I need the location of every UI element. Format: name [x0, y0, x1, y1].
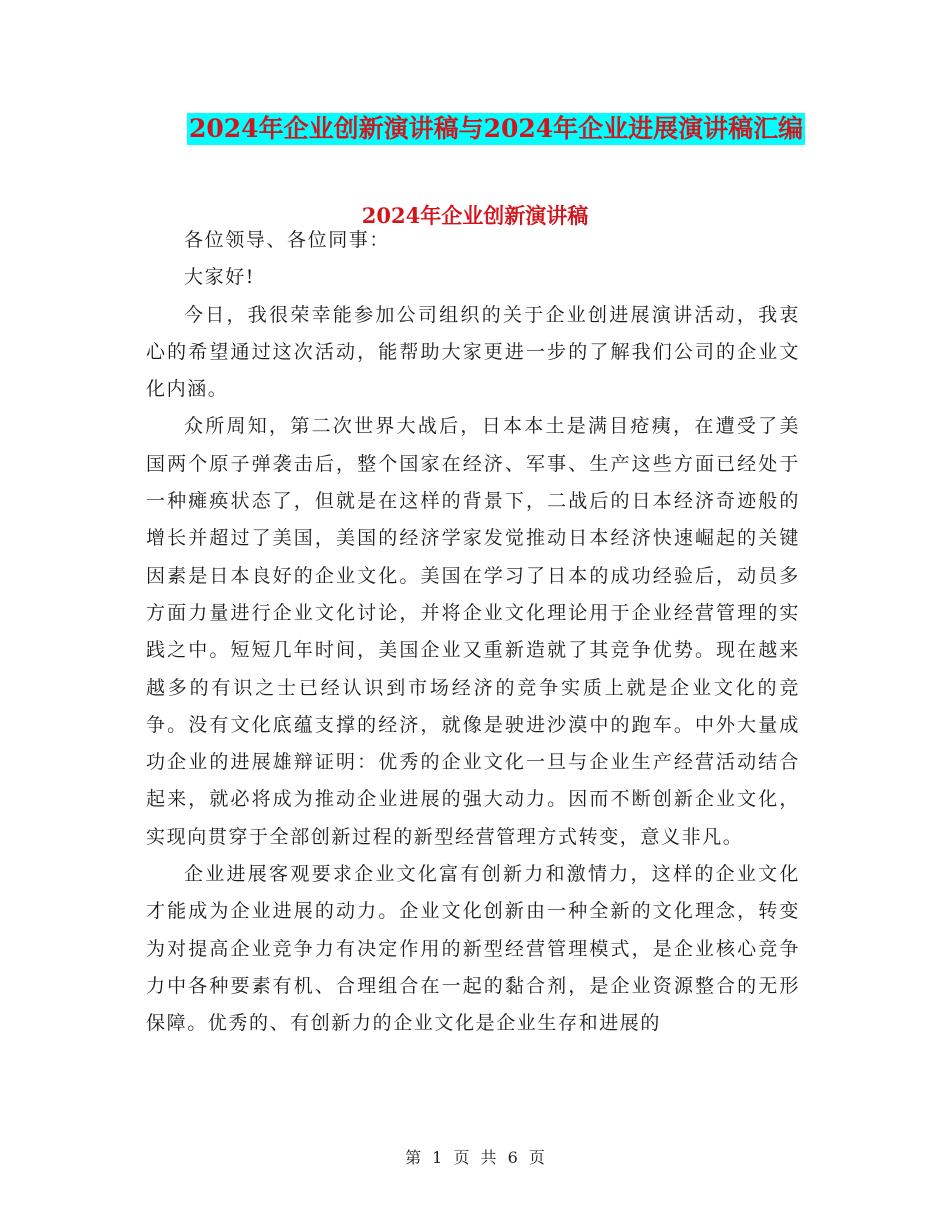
document-main-title: 2024年企业创新演讲稿与2024年企业进展演讲稿汇编: [189, 114, 804, 143]
paragraph-history: 众所周知，第二次世界大战后，日本本土是满目疮痍，在遭受了美国两个原子弹袭击后，整个国家在经济、军事、生产这些方面已经处于一种瘫痪状态了，但就是在这样的背景下，二战后的日本经济奇迹般的增长并超过了美国，美国的经济学家发觉推动日本经济快速崛起的关键因素是日本良好的企业文化。美国在学习了日本的成功经验后，动员多方面力量进行企业文化讨论，并将企业文化理论用于企业经营管理的实践之中。短短几年时间，美国企业又重新造就了其竞争优势。现在越来越多的有识之士已经认识到市场经济的竞争实质上就是企业文化的竞争。没有文化底蕴支撑的经济，就像是驶进沙漠中的跑车。中外大量成功企业的进展雄辩证明：优秀的企业文化一旦与企业生产经营活动结合起来，就必将成为推动企业进展的强大动力。因而不断创新企业文化，实现向贯穿于全部创新过程的新型经营管理方式转变，意义非凡。: [146, 415, 800, 848]
paragraph-intro: 今日，我很荣幸能参加公司组织的关于企业创进展演讲活动，我衷心的希望通过这次活动，能帮助大家更进一步的了解我们公司的企业文化内涵。: [146, 303, 800, 401]
paragraph-greeting: 大家好!: [184, 266, 256, 289]
section-title: 2024年企业创新演讲稿: [361, 203, 589, 228]
paragraph-salutation: 各位领导、各位同事：: [184, 229, 391, 251]
document-body: [146, 222, 800, 1043]
page-footer: 第 1 页 共 6 页: [405, 1148, 545, 1167]
paragraph-innovation: 企业进展客观要求企业文化富有创新力和激情力，这样的企业文化才能成为企业进展的动力。企业文化创新由一种全新的文化理念，转变为对提高企业竞争力有决定作用的新型经营管理模式，是企业核心竞争力中各种要素有机、合理组合在一起的黏合剂，是企业资源整合的无形保障。优秀的、有创新力的企业文化是企业生存和进展的: [146, 863, 800, 1035]
